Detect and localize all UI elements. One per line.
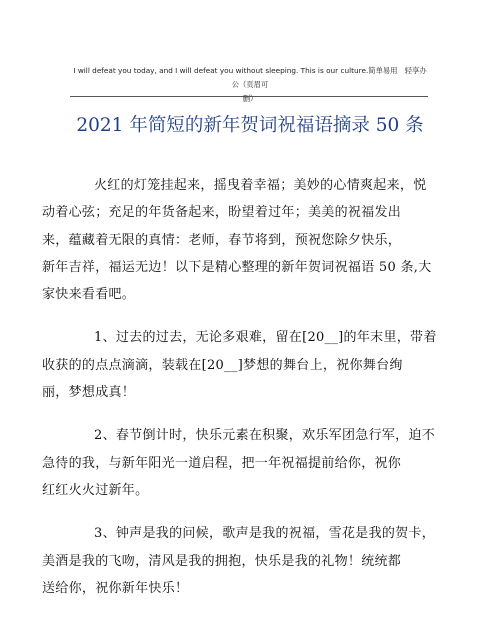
text-line: 红红火火过新年。 [42, 482, 149, 498]
text-line: 动着心弦；充足的年货备起来，盼望着过年；美美的祝福发出 [42, 205, 402, 221]
text-line: 丽，梦想成真！ [42, 385, 136, 401]
text-line: 新年吉祥，福运无边！以下是精心整理的新年贺词祝福语 50 条,大 [42, 259, 432, 275]
paragraph-intro [42, 172, 436, 308]
document-title: 2021 年简短的新年贺词祝福语摘录 50 条 [76, 115, 424, 136]
header-text-line-1: I will defeat you today, and I will defeat you without sleeping. This is our culture.简单易用 轻享办公（页眉可 [73, 66, 427, 89]
page-header [70, 64, 430, 106]
text-line: 美酒是我的飞吻，清风是我的拥抱，快乐是我的礼物！统统都 [42, 553, 402, 569]
text-line: 收获的的点点滴滴，装载在[20__]梦想的舞台上，祝你舞台绚 [42, 357, 403, 373]
text-line: 2、春节倒计时，快乐元素在积聚，欢乐军团急行军，迫不 [94, 428, 436, 444]
header-divider [70, 96, 428, 97]
paragraph-item-3 [42, 520, 436, 602]
text-line: 急待的我，与新年阳光一道启程，把一年祝福提前给你，祝你 [42, 455, 402, 471]
text-line: 1、过去的过去，无论多艰难，留在[20__]的年末里，带着 [94, 330, 437, 346]
document-body [42, 172, 437, 618]
paragraph-item-1 [42, 324, 437, 406]
text-line: 火红的灯笼挂起来，摇曳着幸福；美妙的心情爽起来，悦 [94, 178, 427, 193]
text-line: 送给你，祝你新年快乐！ [42, 580, 189, 596]
paragraph-item-2 [42, 422, 436, 504]
header-text-line-2: 删） [242, 94, 258, 103]
text-line: 家快来看看吧。 [42, 287, 136, 303]
text-line: 3、钟声是我的问候，歌声是我的祝福，雪花是我的贺卡， [94, 526, 436, 542]
text-line: 来，蕴藏着无限的真情：老师，春节将到，预祝您除夕快乐， [42, 232, 402, 248]
